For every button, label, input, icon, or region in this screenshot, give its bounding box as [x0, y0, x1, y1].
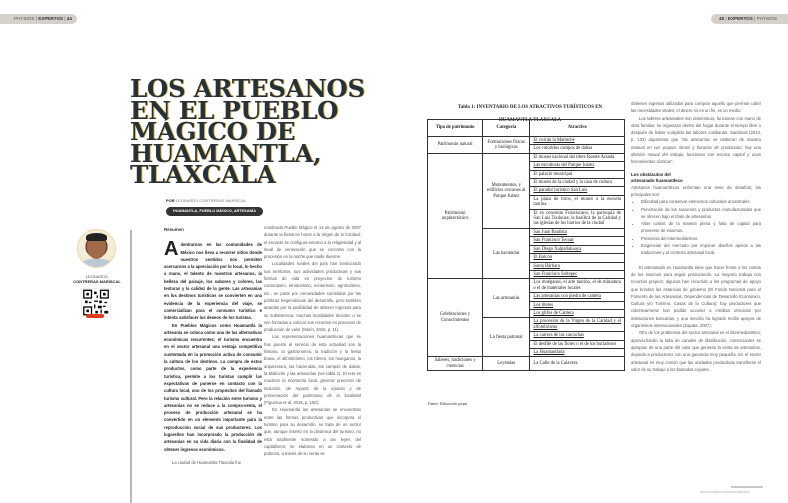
paragraph: [264, 224, 361, 260]
paragraph: [631, 329, 761, 373]
byline-prefix: POR: [166, 198, 175, 203]
cell-categoria: Las haciendas: [483, 228, 530, 278]
paragraph-text: Otro de los problemas del sector artesanal es el intermediarismo; aprovechando la falta de canales de distribución, comerciantes se apropian de una parte del valor que generan la venta de artesanías, dejando a productores con una ganancia muy pequeña. En el sector artesanal es muy común que las unidades productivas transfieran el valor de su trabajo a los llamados: [631, 330, 761, 372]
cell-atractivo: Las artesanías con piedra de cantera: [530, 293, 625, 301]
cell-atractivo: El ex convento Franciscano, la parroquia de San Luis Toulouse, la basílica de la Caridad y las iglesias de los barrios de la ciudad: [530, 209, 625, 228]
section-heading: [631, 172, 761, 184]
author-last-name: CONTRERAS MARISCAL: [73, 279, 121, 284]
avatar-hair: [86, 233, 107, 241]
section-name: PHYSIOS: [756, 16, 777, 21]
table-source: Fuente: Elaboración propia: [428, 402, 468, 406]
drop-cap: A: [164, 238, 179, 261]
page-number: 45: [719, 16, 725, 21]
paragraph-text: Los talleres artesanales son domésticos, funcionan con mano de obra familiar, se organizan dentro del hogar durante el tiempo libre o después de haber cumplido las labores cotidianas. Sandoval (2013, p. 133) argumenta que ": [631, 115, 761, 143]
list-item: • Dificultad para conservar elementos culturales ancestrales.: [641, 198, 761, 205]
header-tab-left: PHYSIOS | EXPERTOS | 44: [0, 14, 77, 24]
cell-atractivo: El museo de la ciudad y la casa de cultura: [530, 179, 625, 187]
cell-categoria: Leyendas: [483, 357, 530, 371]
cell-atractivo: Los títeres: [530, 301, 625, 309]
paragraph-italic: coyotes: [694, 366, 709, 372]
table-header: Atractivo: [530, 120, 625, 137]
paragraph: [164, 238, 262, 321]
cell-atractivo: El desfile de las flores o el de los burladeros: [530, 340, 625, 348]
challenges-list: [631, 198, 761, 256]
column-divider: [130, 230, 132, 503]
category-name: EXPERTOS: [38, 16, 64, 21]
table-header-row: [428, 120, 625, 137]
cell-atractivo: La Calle de la Calavera: [530, 357, 625, 371]
table-title-line: Tabla 1: INVENTARIO DE LOS ATRACTIVOS TURÍSTICOS EN: [457, 105, 603, 110]
article-title: [130, 74, 380, 189]
paragraph: Localidades rurales del país han involucrado sus territorios, sus actividades productivas y sus formas de vida en proyectos de turismo comunitario, etnoturismo, ecoturismo, agroturismo, etc., en parte por comunidades sometidas por las políticas hegemónicas del desarrollo, pero también atraídas por la posibilidad de obtener ingresos para su subsistencia; muchas localidades deciden o se ven forzadas a colocar sus recursos en procesos de producción de valor (Marín, 2015, p. 11).: [264, 261, 361, 333]
author-caption: [62, 274, 132, 284]
paragraph: El artesanado en Huamantla tiene que hacer frente a los costos de los insumos para seguir produciendo. La mayoría trabaja con recursos propios; algunos han recurrido a los programas de apoyo que brindan las estancias de gobierno (El Fondo Nacional para el Fomento de las Artesanías, Dependencias de Desarrollo Económico, Cultura y/o Turismo, Casas de la Cultura); hay productores que colectivamente han podido acceder a créditos ofrecidos por instituciones bancarias, y una minoría ha logrado recibir apoyos de organismos internacionales (Zapata, 2007).: [631, 264, 761, 329]
paragraph-italic: la noche que nadie duerme: [289, 254, 340, 260]
cell-atractivo: San Diego Xalpatlahuaya: [530, 245, 625, 253]
paragraph: obtienen ingresos utilizados para comprar aquello que permite cubrir las necesidades vitales; el dinero no es un fin, es un medio.: [631, 101, 761, 114]
section-heading-line: Los obstáculos del: [631, 171, 671, 177]
list-item: • Exigencias del mercado por imponer diseños ajenos a las tradiciones y al contexto artesanal local.: [641, 242, 761, 257]
table-header: Tipo de patrimonio: [428, 120, 483, 137]
article-column-3: [631, 100, 761, 373]
header-tab-right: 45 | EXPERTOS | PHYSIOS: [711, 14, 788, 24]
qr-scan-button[interactable]: [86, 314, 104, 318]
cell-atractivo: San Francisco Soltepec: [530, 270, 625, 278]
title-line: LOS ARTESANOS: [130, 74, 365, 103]
cell-tipo: Patrimonio natural: [428, 137, 483, 154]
cell-atractivo: La plaza de toros, el museo o la escuela taurina: [530, 195, 625, 209]
table-row: [428, 279, 625, 293]
inventory-table: [427, 119, 625, 371]
title-line: MÁGICO DE: [130, 117, 296, 146]
list-item: • Presencia del intermediarismo.: [641, 235, 761, 242]
footer-url[interactable]: www.esimagen.mx/estudio/physios: [700, 490, 750, 494]
paragraph-text: dentrarnos en las comunidades de México nos lleva a recorrer sitios donde nuestros sentidos nos permiten acercarnos a la apreciación por lo local, lo hecho a mano, el talento de nuestros artesanos, la belleza del paisaje, los sabores y colores, las texturas y la calidez de la gente. Las artesanías en los destinos turísticos se convierten en una evidencia de la experiencia del viaje, se comercializan para el consumo turístico e intenta satisfacer los deseos de los turistas.: [164, 242, 262, 321]
byline-author: LEONARDO CONTRERAS MARISCAL: [175, 198, 247, 203]
paragraph-text: .: [708, 366, 711, 372]
paragraph: En Pueblos Mágicos como Huamantla la artesanía se coloca como una de las alternativas económicas recurrentes; el turismo encuentra en el sector artesanal una ventaja competitiva sustentada en la promoción activa de consumir la cultura de los destinos. La compra de estos productos, como parte de la experiencia turística, permite a los turistas cumplir las expectativas de ponerse en contacto con la cultura local, uno de los propósitos del llamado turismo cultural. Pero la relación entre turismo y artesanías no se reduce a la compra-venta, el proceso de producción artesanal se ha convertido en un elemento importante para la reproducción social de sus productores. Los lugareños han incorporado la producción de artesanías en su vida diaria con la finalidad de obtener ingresos económicos.: [164, 322, 262, 452]
title-line: EN EL PUEBLO: [130, 95, 339, 125]
table-title-line: HUAMANTLA TLAXCALA: [498, 118, 562, 123]
paragraph-text: .: [339, 254, 342, 260]
resumen-label: Resumen: [164, 227, 184, 232]
byline: [166, 198, 246, 203]
paragraph-text: (Figueroa et al, 2015, p. 150).: [264, 400, 320, 406]
footer-bar: [731, 486, 763, 488]
title-line: TLAXCALA: [130, 160, 276, 189]
cell-atractivo: Las esculturas del Parque Juárez: [530, 162, 625, 170]
cell-atractivo: El parador turístico San Luis: [530, 187, 625, 195]
section-name: PHYSIOS: [14, 16, 35, 21]
paragraph-text: Las representaciones huamantlecas que se han puesto al servicio de esta actividad son la historia, la gastronomía, la tradición y la fiesta brava, el alfombrismo, los títeres, los muéganos, la arquitectura, las haciendas, los campos de dalias, la Malinche y las artesanías (ver tabla 1). El reto es reactivar: [264, 334, 361, 384]
avatar-shirt: [81, 259, 112, 268]
section-heading-line: artesanado huamantleco: [631, 177, 683, 183]
cell-atractivo: Los muéganos, el arte taurino, el de miniatura o el de materiales locales: [530, 279, 625, 293]
table-row: [428, 357, 625, 371]
paragraph-italic: las artesanías se elaboran de manera manual en sus propios ritmos y horarios de producción; hay una división sexual del trabajo; funcionan con escaso capital y usan herramientas rústicas: [631, 137, 761, 165]
paragraph: [631, 115, 761, 166]
table-body: [428, 137, 625, 371]
title-line: HUAMANTLA,: [130, 138, 322, 168]
paragraph: [264, 333, 361, 406]
cell-categoria: Monumentos, y edificios cercanos al Parque Juárez: [483, 153, 530, 228]
table-row: [428, 137, 625, 145]
author-avatar: [77, 229, 116, 268]
cell-atractivo: San Juan Bautista: [530, 228, 625, 236]
cell-tipo: Saberes, tradiciones y creencias: [428, 357, 483, 371]
category-name: EXPERTOS: [727, 16, 753, 21]
cell-atractivo: El museo nacional del títere Rosete Aranda: [530, 153, 625, 161]
cell-atractivo: San Francisco Tecoac: [530, 237, 625, 245]
cell-atractivo: El volcán la Malinche: [530, 137, 625, 145]
paragraph-italic: la economía local, generar procesos de inclusión, de reparto de la riqueza y de preservación del patrimonio de la localidad: [264, 378, 361, 398]
table-header: Categoría: [483, 120, 530, 137]
paragraph-text: ".: [671, 159, 674, 165]
paragraph: Artesanos huamantlecos enfrentan una serie de desafíos; los principales son:: [631, 184, 761, 197]
cell-atractivo: La carrera de las carcachas: [530, 332, 625, 340]
cell-categoria: La fiesta patronal: [483, 318, 530, 357]
qr-code-icon[interactable]: [81, 288, 111, 317]
paragraph-text: nombrada Pueblo Mágico el 14 de agosto de 2007 durante la fiesta en honor a la Virgen de la Caridad; el encanto se configura entorno a la religiosidad y al ritual de veneración que se concreta con la procesión en: [264, 225, 361, 260]
list-item: • Altos costos de la materia prima y falta de capital para proveerse de insumos.: [641, 220, 761, 235]
cell-atractivo: El palacio municipal: [530, 170, 625, 178]
paragraph: En Huamantla las artesanías se encuentran entre las formas productivas que incorpora el turismo para su desarrollo, se trata de un sector que, aunque inserto en la dinámica del turismo, no está totalmente sometido a las leyes del capitalismo; se elaboran en un contexto de pobreza, a través de su venta se: [264, 407, 361, 457]
cell-atractivo: El Balcón: [530, 254, 625, 262]
tags-badge: HUAMANTLA, PUEBLO MÁGICO, ARTESANÍA: [166, 207, 263, 216]
cell-atractivo: Santa Bárbara: [530, 262, 625, 270]
cell-atractivo: Los glifos de Cantera: [530, 309, 625, 317]
paragraph: La ciudad de Huamantla Tlaxcala fue: [172, 459, 242, 465]
table-row: [428, 153, 625, 161]
list-item: • Penetración de los souvenirs y productos manufacturados que se ofrecen bajo el título de artesanías.: [641, 206, 761, 221]
cell-tipo: Patrimonio arquitectónico: [428, 153, 483, 279]
cell-categoria: Las artesanías: [483, 279, 530, 318]
page-number: 44: [66, 16, 72, 21]
article-column-2: [264, 224, 361, 458]
cell-atractivo: Los coloridos campos de dalias: [530, 145, 625, 153]
article-column-1: [164, 226, 262, 466]
cell-atractivo: La Huamantlada: [530, 348, 625, 356]
cell-atractivo: La procesión de la Virgen de la Caridad y el alfombrismo: [530, 318, 625, 332]
cell-categoria: Formaciones físicas y biológicas: [483, 137, 530, 154]
author-first-name: LEONARDO: [85, 274, 109, 279]
cell-tipo: Celebraciones y Conocimientos: [428, 279, 483, 357]
